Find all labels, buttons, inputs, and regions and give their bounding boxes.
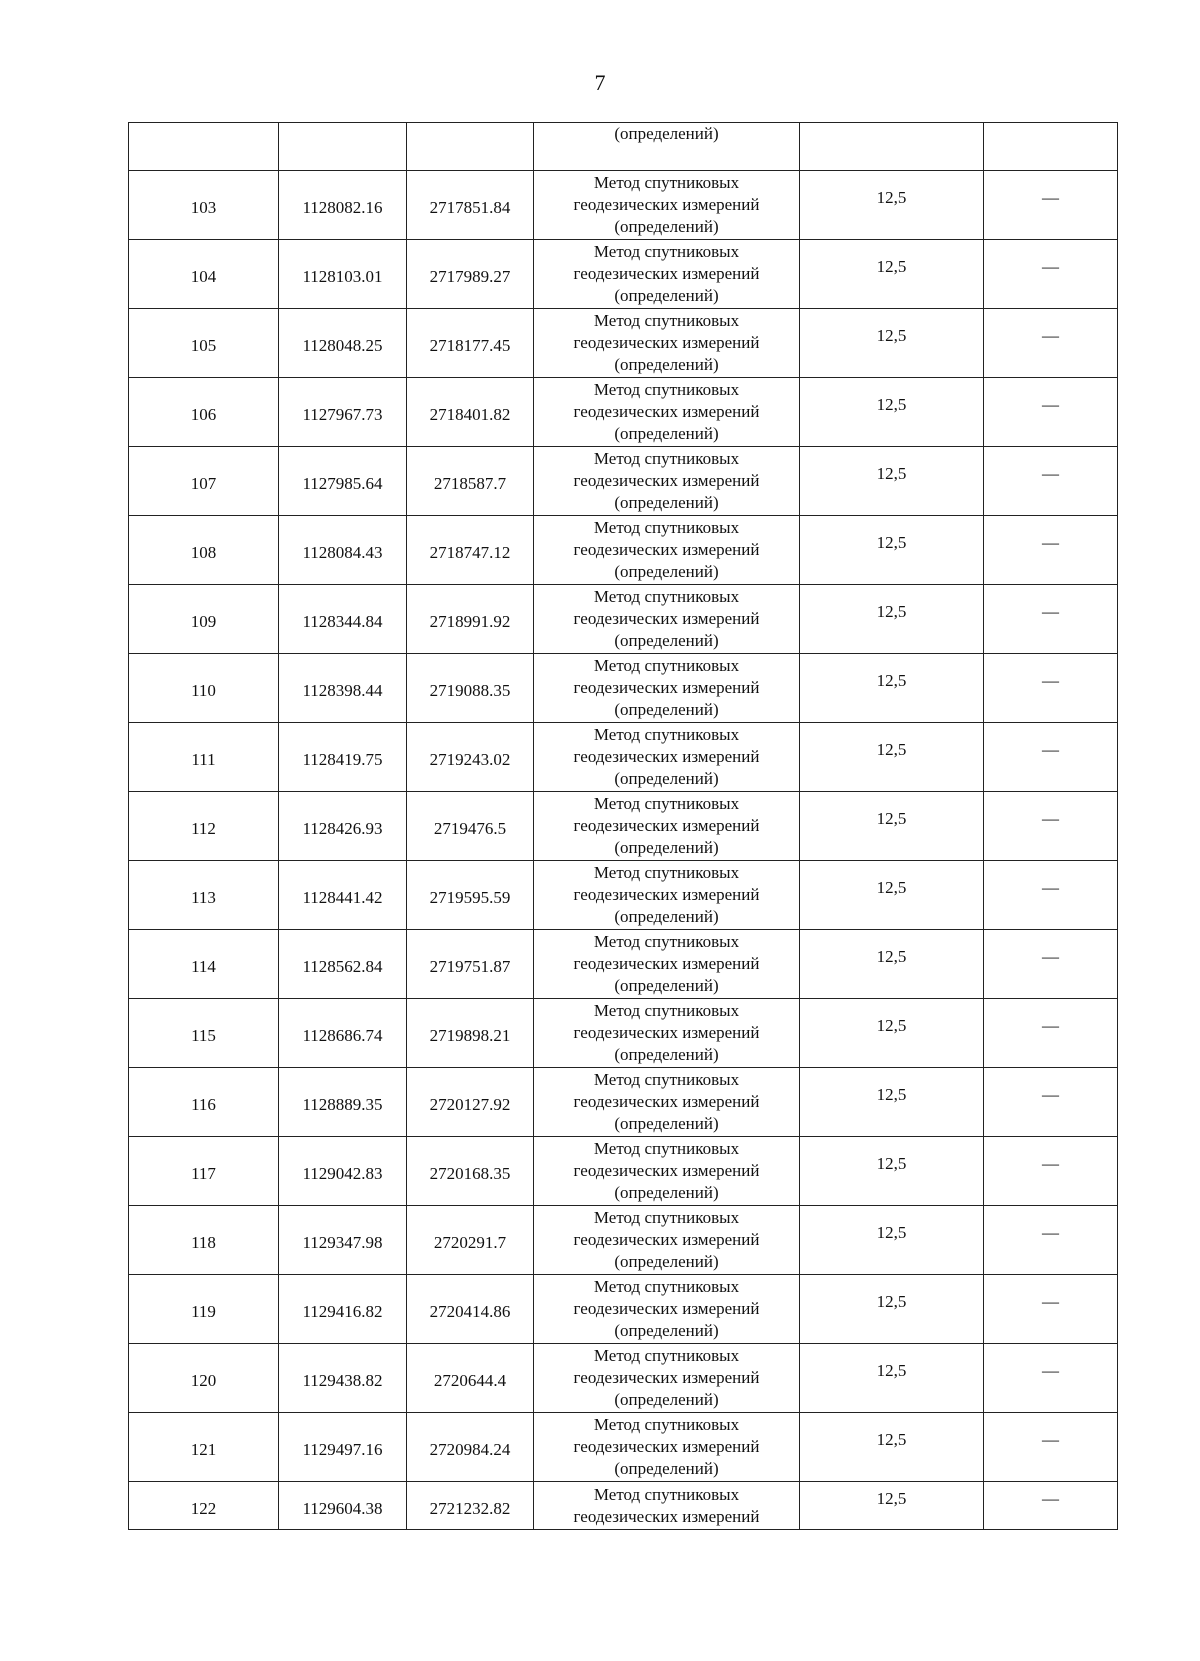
point-number-cell: 103	[129, 171, 279, 240]
x-coordinate-cell	[279, 123, 407, 171]
method-text-line: (определений)	[614, 1321, 719, 1340]
method-text-line: Метод спутниковых	[593, 1208, 740, 1227]
method-text-line: (определений)	[614, 217, 719, 236]
y-coordinate-cell: 2717851.84	[407, 171, 534, 240]
table-row	[129, 792, 1118, 861]
method-cell	[534, 309, 800, 378]
method-cell	[534, 1344, 800, 1413]
y-coordinate-cell: 2720644.4	[407, 1344, 534, 1413]
method-text-line: геодезических измерений	[573, 1299, 760, 1318]
x-coordinate-cell: 1128562.84	[279, 930, 407, 999]
method-text-line: (определений)	[614, 1183, 719, 1202]
x-coordinate-cell: 1127985.64	[279, 447, 407, 516]
method-text-line: Метод спутниковых	[593, 587, 740, 606]
dash-cell: —	[984, 792, 1118, 861]
method-text-line: (определений)	[614, 700, 719, 719]
accuracy-cell: 12,5	[800, 792, 984, 861]
point-number-cell: 116	[129, 1068, 279, 1137]
x-coordinate-cell: 1127967.73	[279, 378, 407, 447]
y-coordinate-cell: 2718747.12	[407, 516, 534, 585]
y-coordinate-cell: 2719595.59	[407, 861, 534, 930]
accuracy-cell: 12,5	[800, 1482, 984, 1530]
y-coordinate-cell: 2718177.45	[407, 309, 534, 378]
method-text-line: (определений)	[614, 769, 719, 788]
method-text-line: Метод спутниковых	[593, 173, 740, 192]
method-text-line: (определений)	[614, 1252, 719, 1271]
method-text-line: геодезических измерений	[573, 1506, 760, 1526]
method-text-line: геодезических измерений	[573, 1161, 760, 1180]
dash-cell: —	[984, 171, 1118, 240]
point-number-cell: 104	[129, 240, 279, 309]
y-coordinate-cell: 2720291.7	[407, 1206, 534, 1275]
dash-cell: —	[984, 447, 1118, 516]
dash-cell: —	[984, 1275, 1118, 1344]
table-row	[129, 516, 1118, 585]
method-text-line: Метод спутниковых	[593, 1070, 740, 1089]
y-coordinate-cell	[407, 123, 534, 171]
method-text-line: (определений)	[614, 1114, 719, 1133]
point-number-cell: 106	[129, 378, 279, 447]
table-row	[129, 1344, 1118, 1413]
method-cell: (определений)	[534, 123, 800, 171]
accuracy-cell: 12,5	[800, 930, 984, 999]
method-text-line: Метод спутниковых	[593, 380, 740, 399]
method-text-line: (определений)	[614, 424, 719, 443]
point-number-cell: 108	[129, 516, 279, 585]
y-coordinate-cell: 2717989.27	[407, 240, 534, 309]
y-coordinate-cell: 2719243.02	[407, 723, 534, 792]
point-number-cell: 121	[129, 1413, 279, 1482]
dash-cell: —	[984, 930, 1118, 999]
method-text-line: геодезических измерений	[573, 954, 760, 973]
x-coordinate-cell: 1128441.42	[279, 861, 407, 930]
table-row	[129, 999, 1118, 1068]
method-text-line: геодезических измерений	[573, 678, 760, 697]
method-text-line: Метод спутниковых	[593, 656, 740, 675]
method-text-line: Метод спутниковых	[593, 932, 740, 951]
x-coordinate-cell: 1129604.38	[279, 1482, 407, 1530]
point-number-cell: 112	[129, 792, 279, 861]
method-text-line: Метод спутниковых	[593, 1001, 740, 1020]
table-row	[129, 1275, 1118, 1344]
y-coordinate-cell: 2718991.92	[407, 585, 534, 654]
table-row	[129, 1482, 1118, 1530]
method-cell	[534, 1275, 800, 1344]
dash-cell: —	[984, 1482, 1118, 1530]
x-coordinate-cell: 1129416.82	[279, 1275, 407, 1344]
y-coordinate-cell: 2720168.35	[407, 1137, 534, 1206]
accuracy-cell: 12,5	[800, 1275, 984, 1344]
x-coordinate-cell: 1129438.82	[279, 1344, 407, 1413]
method-text-line: геодезических измерений	[573, 1023, 760, 1042]
table-row	[129, 654, 1118, 723]
dash-cell: —	[984, 1068, 1118, 1137]
dash-cell: —	[984, 585, 1118, 654]
accuracy-cell: 12,5	[800, 309, 984, 378]
method-text-line: Метод спутниковых	[593, 518, 740, 537]
method-cell	[534, 447, 800, 516]
accuracy-cell: 12,5	[800, 861, 984, 930]
method-cell	[534, 378, 800, 447]
accuracy-cell: 12,5	[800, 1344, 984, 1413]
x-coordinate-cell: 1128344.84	[279, 585, 407, 654]
point-number-cell: 113	[129, 861, 279, 930]
method-text-line: геодезических измерений	[573, 1230, 760, 1249]
dash-cell: —	[984, 240, 1118, 309]
method-text-line: геодезических измерений	[573, 264, 760, 283]
accuracy-cell: 12,5	[800, 1413, 984, 1482]
method-cell	[534, 930, 800, 999]
method-text-line: геодезических измерений	[573, 402, 760, 421]
accuracy-cell: 12,5	[800, 171, 984, 240]
method-text-line: геодезических измерений	[573, 540, 760, 559]
method-text-line: (определений)	[614, 355, 719, 374]
table-row	[129, 378, 1118, 447]
table-row	[129, 447, 1118, 516]
page-number: 7	[594, 70, 606, 95]
method-text-line: (определений)	[614, 286, 719, 305]
method-text-line: Метод спутниковых	[593, 794, 740, 813]
x-coordinate-cell: 1128084.43	[279, 516, 407, 585]
method-cell	[534, 1068, 800, 1137]
method-text-line: Метод спутниковых	[593, 449, 740, 468]
method-text-line: Метод спутниковых	[593, 863, 740, 882]
accuracy-cell: 12,5	[800, 585, 984, 654]
table-row	[129, 723, 1118, 792]
method-text-line: (определений)	[614, 1045, 719, 1064]
table-row	[129, 240, 1118, 309]
accuracy-cell: 12,5	[800, 240, 984, 309]
method-text-line: (определений)	[614, 1390, 719, 1409]
dash-cell: —	[984, 516, 1118, 585]
point-number-cell: 115	[129, 999, 279, 1068]
table-row	[129, 1137, 1118, 1206]
method-text-line: (определений)	[614, 562, 719, 581]
method-cell	[534, 171, 800, 240]
method-text-line: (определений)	[614, 907, 719, 926]
method-cell	[534, 999, 800, 1068]
dash-cell: —	[984, 723, 1118, 792]
method-text-line: Метод спутниковых	[593, 1139, 740, 1158]
x-coordinate-cell: 1129347.98	[279, 1206, 407, 1275]
point-number-cell: 118	[129, 1206, 279, 1275]
y-coordinate-cell: 2719088.35	[407, 654, 534, 723]
point-number-cell: 122	[129, 1482, 279, 1530]
x-coordinate-cell: 1128419.75	[279, 723, 407, 792]
table-row	[129, 309, 1118, 378]
point-number-cell: 114	[129, 930, 279, 999]
method-cell	[534, 654, 800, 723]
y-coordinate-cell: 2720414.86	[407, 1275, 534, 1344]
method-cell	[534, 585, 800, 654]
y-coordinate-cell: 2719898.21	[407, 999, 534, 1068]
method-cell	[534, 1413, 800, 1482]
y-coordinate-cell: 2719751.87	[407, 930, 534, 999]
y-coordinate-cell: 2719476.5	[407, 792, 534, 861]
method-text-line: Метод спутниковых	[593, 725, 740, 744]
method-text-line: геодезических измерений	[573, 609, 760, 628]
accuracy-cell: 12,5	[800, 447, 984, 516]
method-cell	[534, 1482, 800, 1530]
table-row	[129, 861, 1118, 930]
point-number-cell: 105	[129, 309, 279, 378]
accuracy-cell: 12,5	[800, 1137, 984, 1206]
table-row	[129, 930, 1118, 999]
y-coordinate-cell: 2720984.24	[407, 1413, 534, 1482]
method-cell	[534, 516, 800, 585]
accuracy-cell: 12,5	[800, 378, 984, 447]
method-text-line: геодезических измерений	[573, 471, 760, 490]
y-coordinate-cell: 2720127.92	[407, 1068, 534, 1137]
y-coordinate-cell: 2721232.82	[407, 1482, 534, 1530]
dash-cell: —	[984, 378, 1118, 447]
method-text-line: Метод спутниковых	[593, 1346, 740, 1365]
dash-cell: —	[984, 654, 1118, 723]
accuracy-cell	[800, 123, 984, 171]
method-text-line: (определений)	[614, 1459, 719, 1478]
point-number-cell: 120	[129, 1344, 279, 1413]
point-number-cell: 107	[129, 447, 279, 516]
point-number-cell	[129, 123, 279, 171]
method-text-line: Метод спутниковых	[593, 1484, 740, 1504]
point-number-cell: 117	[129, 1137, 279, 1206]
point-number-cell: 110	[129, 654, 279, 723]
method-text-line: Метод спутниковых	[593, 1277, 740, 1296]
method-text-line: Метод спутниковых	[593, 311, 740, 330]
table-row	[129, 585, 1118, 654]
dash-cell: —	[984, 309, 1118, 378]
coordinates-table	[128, 122, 1118, 1530]
x-coordinate-cell: 1128082.16	[279, 171, 407, 240]
method-text-line: (определений)	[614, 838, 719, 857]
y-coordinate-cell: 2718587.7	[407, 447, 534, 516]
table-row	[129, 1413, 1118, 1482]
method-cell	[534, 240, 800, 309]
x-coordinate-cell: 1128398.44	[279, 654, 407, 723]
accuracy-cell: 12,5	[800, 516, 984, 585]
method-text-line: геодезических измерений	[573, 333, 760, 352]
table-row-continuation	[129, 123, 1118, 171]
method-text-line: геодезических измерений	[573, 1092, 760, 1111]
method-cell	[534, 723, 800, 792]
method-text-line: (определений)	[614, 976, 719, 995]
dash-cell: —	[984, 1413, 1118, 1482]
method-cell	[534, 1137, 800, 1206]
accuracy-cell: 12,5	[800, 654, 984, 723]
method-text-line: геодезических измерений	[573, 1437, 760, 1456]
x-coordinate-cell: 1129497.16	[279, 1413, 407, 1482]
dash-cell: —	[984, 1137, 1118, 1206]
method-text-line: Метод спутниковых	[593, 242, 740, 261]
method-text-line: (определений)	[614, 631, 719, 650]
method-text-line: геодезических измерений	[573, 885, 760, 904]
x-coordinate-cell: 1128048.25	[279, 309, 407, 378]
accuracy-cell: 12,5	[800, 999, 984, 1068]
method-text-line: геодезических измерений	[573, 195, 760, 214]
x-coordinate-cell: 1128686.74	[279, 999, 407, 1068]
accuracy-cell: 12,5	[800, 723, 984, 792]
method-text-line: геодезических измерений	[573, 1368, 760, 1387]
method-text-line: геодезических измерений	[573, 747, 760, 766]
table-row	[129, 1206, 1118, 1275]
method-text-line: Метод спутниковых	[593, 1415, 740, 1434]
method-text-line: геодезических измерений	[573, 816, 760, 835]
table-row	[129, 171, 1118, 240]
dash-cell	[984, 123, 1118, 171]
method-cell	[534, 861, 800, 930]
x-coordinate-cell: 1128889.35	[279, 1068, 407, 1137]
point-number-cell: 111	[129, 723, 279, 792]
x-coordinate-cell: 1129042.83	[279, 1137, 407, 1206]
dash-cell: —	[984, 999, 1118, 1068]
x-coordinate-cell: 1128426.93	[279, 792, 407, 861]
dash-cell: —	[984, 1344, 1118, 1413]
x-coordinate-cell: 1128103.01	[279, 240, 407, 309]
table-row	[129, 1068, 1118, 1137]
method-text-line: (определений)	[614, 493, 719, 512]
dash-cell: —	[984, 1206, 1118, 1275]
point-number-cell: 109	[129, 585, 279, 654]
method-cell	[534, 792, 800, 861]
method-cell	[534, 1206, 800, 1275]
dash-cell: —	[984, 861, 1118, 930]
accuracy-cell: 12,5	[800, 1068, 984, 1137]
y-coordinate-cell: 2718401.82	[407, 378, 534, 447]
point-number-cell: 119	[129, 1275, 279, 1344]
accuracy-cell: 12,5	[800, 1206, 984, 1275]
